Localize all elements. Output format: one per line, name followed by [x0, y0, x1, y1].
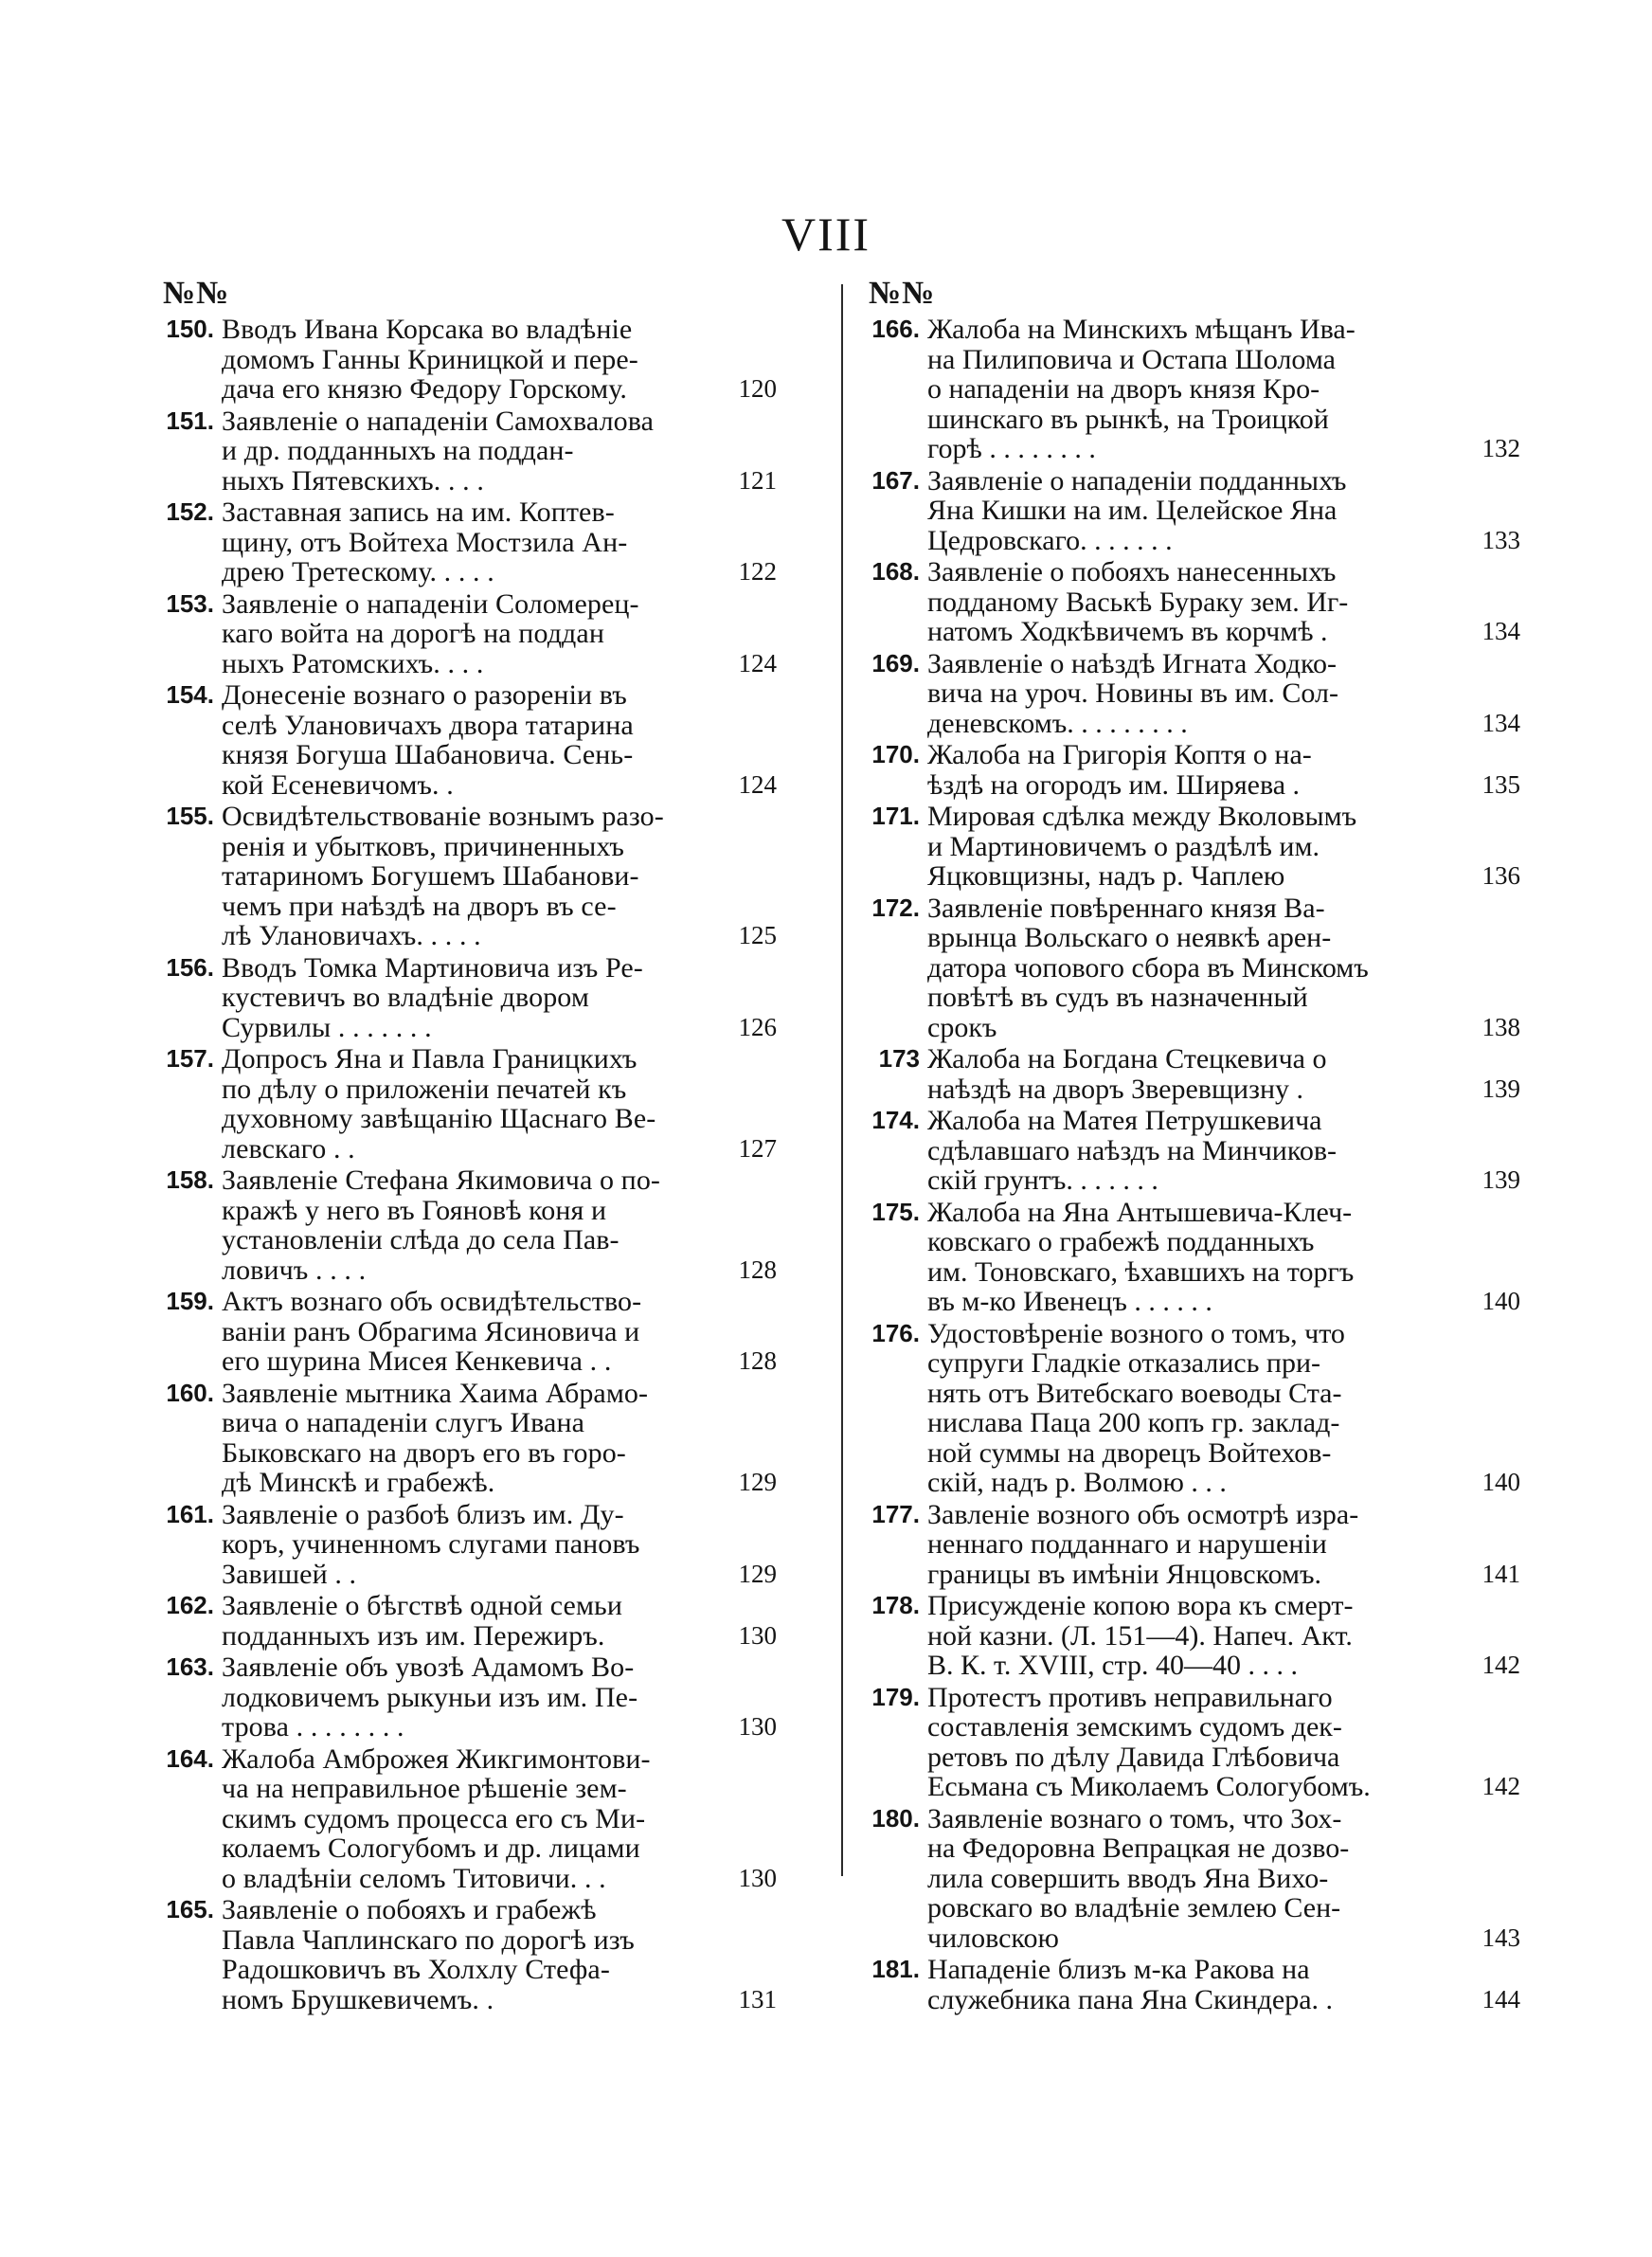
left-column-heading: №№	[163, 276, 230, 311]
toc-entry	[152, 589, 777, 679]
entry-page: 142	[1481, 1651, 1520, 1679]
entry-number: 153.	[166, 588, 214, 618]
page-number: VIII	[781, 208, 871, 261]
toc-entry	[152, 680, 777, 800]
entry-description: Заявленіе о бѣгствѣ одной семьи подданныхъ изъ им. Пережиръ.	[222, 1590, 622, 1652]
entry-page: 125	[738, 921, 777, 949]
entry-page: 121	[738, 465, 777, 495]
entry-description: Заявленіе мытника Хаима Абрамо- вича о нападеніи слугъ Ивана Быковскаго на дворъ его въ горо- дѣ Минскѣ и грабежѣ.	[222, 1377, 649, 1498]
entry-description: Завленіе возного объ осмотрѣ изра- неннаго подданнаго и нарушеніи границы въ имѣніи Янцовскомъ.	[927, 1498, 1359, 1590]
entry-page: 142	[1481, 1772, 1520, 1800]
entry-page: 134	[1481, 708, 1520, 737]
toc-entry	[857, 1044, 1520, 1104]
entry-number: 167.	[871, 465, 920, 495]
entry-description: Заявленіе о побояхъ нанесенныхъ подданому Васькѣ Бураку зем. Иг- натомъ Ходкѣвичемъ въ корчмѣ .	[927, 556, 1349, 647]
entry-description: Протестъ противъ неправильнаго составленія земскимъ судомъ дек- ретовъ по дѣлу Давида Глѣбовича Есьмана съ Миколаемъ Сологубомъ.	[927, 1681, 1371, 1802]
entry-number: 178.	[871, 1591, 920, 1619]
entry-number: 161.	[166, 1499, 214, 1528]
entry-description: Заявленіе о побояхъ и грабежѣ Павла Чаплинскаго по дорогѣ изъ Радошковичъ въ Холхлу Стефа- номъ Брушкевичемъ. .	[222, 1894, 635, 2015]
entry-description: Заявленіе повѣреннаго князя Ва- врынца Вольскаго о неявкѣ арен- датора чопового сбора въ Минскомъ повѣтѣ въ судъ въ назначенный срокъ	[927, 892, 1369, 1043]
entry-description: Жалоба на Григорія Коптя о на- ѣздѣ на огородъ им. Ширяева .	[927, 739, 1312, 801]
entry-page: 138	[1481, 1012, 1520, 1041]
entry-number: 176.	[871, 1318, 920, 1347]
entry-page: 140	[1481, 1468, 1520, 1496]
right-column	[857, 273, 1520, 2016]
entry-description: Мировая сдѣлка между Вколовымъ и Мартиновичемъ о раздѣлѣ им. Яцковщизны, надъ р. Чаплею	[927, 801, 1357, 892]
entry-number: 173	[878, 1044, 920, 1073]
entry-page: 127	[738, 1133, 777, 1163]
entry-number: 162.	[166, 1591, 214, 1619]
entry-description: Заявленіе о нападеніи Самохвалова и др. подданныхъ на поддан- ныхъ Пятевскихъ. . . .	[222, 405, 655, 497]
entry-number: 179.	[871, 1682, 920, 1711]
toc-entry	[152, 1379, 777, 1498]
entry-number: 175.	[871, 1197, 920, 1226]
entry-page: 129	[738, 1468, 777, 1496]
entry-description: Жалоба на Яна Антышевича-Клеч- ковскаго о грабежѣ подданныхъ им. Тоновскаго, ѣхавшихъ на торгъ въ м-ко Ивенецъ . . . . . .	[927, 1196, 1355, 1317]
entry-number: 181.	[871, 1955, 920, 1983]
entry-description: Донесеніе вознаго о разореніи въ селѣ Улановичахъ двора татарина князя Богуша Шабановича. Сень- кой Есеневичомъ. .	[222, 679, 634, 801]
entry-number: 165.	[166, 1895, 214, 1923]
toc-entry	[857, 802, 1520, 892]
toc-entry	[857, 1106, 1520, 1196]
column-divider	[841, 284, 843, 1876]
entry-description: Жалоба на Минскихъ мѣщанъ Ива- на Пилиповича и Остапа Шолома о нападеніи на дворъ князя Кро- шинскаго въ рынкѣ, на Троицкой горѣ . . . . . . . .	[927, 314, 1356, 464]
entry-number: 156.	[166, 952, 214, 982]
entry-page: 122	[738, 557, 777, 586]
entry-number: 157.	[166, 1044, 214, 1073]
entry-page: 143	[1481, 1923, 1520, 1952]
entry-description: Удостовѣреніе возного о томъ, что супруги Гладкіе отказались при- нять отъ Витебскаго воеводы Ста- нислава Паца 200 копъ гр. заклад- ной суммы на дворецъ Войтехов- скій, надъ р. Волмою . . .	[927, 1317, 1345, 1498]
entry-page: 141	[1481, 1559, 1520, 1588]
entry-page: 140	[1481, 1287, 1520, 1315]
toc-entry	[152, 1652, 777, 1742]
entry-page: 120	[738, 374, 777, 403]
toc-entry	[857, 557, 1520, 647]
entry-page: 126	[738, 1012, 777, 1041]
entry-page: 128	[738, 1255, 777, 1284]
entry-number: 154.	[166, 680, 214, 709]
entry-description: Заявленіе объ увозѣ Адамомъ Во- лодковичемъ рыкуньи изъ им. Пе- трова . . . . . . . .	[222, 1652, 638, 1742]
entry-page: 133	[1481, 525, 1520, 554]
entry-description: Вводъ Ивана Корсака во владѣніе домомъ Ганны Криницкой и пере- дача его князю Федору Горскому.	[222, 314, 638, 405]
entry-page: 124	[738, 769, 777, 799]
toc-entry	[857, 1319, 1520, 1498]
entry-page: 129	[738, 1559, 777, 1588]
entry-description: Заявленіе о разбоѣ близъ им. Ду- коръ, учиненномъ слугами пановъ Завишей . .	[222, 1498, 640, 1590]
toc-entry	[857, 1804, 1520, 1954]
entry-description: Нападеніе близъ м-ка Ракова на служебника пана Яна Скиндера. .	[927, 1954, 1334, 2015]
entry-description: Заявленіе вознаго о томъ, что Зох- на Федоровна Вепрацкая не дозво- лила совершить вводъ Яна Вихо- ровскаго во владѣніе землею Сен- чиловскою	[927, 1802, 1350, 1954]
entry-number: 155.	[166, 802, 214, 830]
entry-description: Заявленіе о наѣздѣ Игната Ходко- вича на уроч. Новины въ им. Сол- деневскомъ. . . . . . . . .	[927, 647, 1338, 739]
entry-description: Заявленіе о нападеніи подданныхъ Яна Кишки на им. Целейское Яна Цедровскаго. . . . . . .	[927, 464, 1347, 556]
entry-number: 160.	[166, 1378, 214, 1407]
entry-page: 134	[1481, 617, 1520, 645]
entry-number: 163.	[166, 1652, 214, 1681]
entry-description: Заявленіе о нападеніи Соломерец- каго войта на дорогѣ на поддан ныхъ Ратомскихъ. . . .	[222, 587, 639, 679]
entry-number: 177.	[871, 1499, 920, 1528]
entry-number: 150.	[166, 315, 214, 343]
toc-entry	[152, 1744, 777, 1894]
entry-page: 131	[738, 1984, 777, 2013]
entry-page: 135	[1481, 769, 1520, 799]
entry-description: Присужденіе копою вора къ смерт- ной казни. (Л. 151—4). Напеч. Акт. В. К. т. XVIII, стр. 40—40 . . . .	[927, 1590, 1354, 1681]
entry-description: Жалоба Амброжея Жикгимонтови- ча на неправильное рѣшеніе зем- скимъ судомъ процесса его съ Ми- колаемъ Сологубомъ и др. лицами о владѣніи селомъ Титовичи. . .	[222, 1742, 651, 1894]
entry-description: Вводъ Томка Мартиновича изъ Ре- кустевичъ во владѣніе двором Сурвилы . . . . . . .	[222, 951, 643, 1043]
entry-page: 136	[1481, 861, 1520, 890]
entry-page: 128	[738, 1346, 777, 1375]
toc-entry	[152, 406, 777, 497]
toc-entry	[857, 1955, 1520, 2014]
entry-number: 174.	[871, 1106, 920, 1134]
entry-description: Допросъ Яна и Павла Границкихъ по дѣлу о приложеніи печатей къ духовному завѣщанію Щаснаго Ве- левскаго . .	[222, 1043, 656, 1165]
entry-description: Освидѣтельствованіе вознымъ разо- ренія и убытковъ, причиненныхъ татариномъ Богушемъ Шабанови- чемъ при наѣздѣ на дворъ въ се- лѣ Улановичахъ. . . . .	[222, 801, 664, 951]
toc-entry	[857, 1591, 1520, 1681]
entry-number: 151.	[166, 406, 214, 435]
entry-number: 180.	[871, 1803, 920, 1833]
entry-page: 130	[738, 1712, 777, 1741]
toc-entry	[152, 802, 777, 951]
entry-page: 139	[1481, 1074, 1520, 1103]
entry-number: 152.	[166, 497, 214, 526]
toc-entry	[152, 1044, 777, 1164]
entry-number: 169.	[871, 648, 920, 677]
entry-number: 172.	[871, 893, 920, 922]
toc-entry	[152, 1287, 777, 1377]
toc-entry	[152, 1165, 777, 1285]
toc-entry	[857, 315, 1520, 464]
right-column-heading: №№	[869, 276, 936, 311]
entry-description: Заявленіе Стефана Якимовича о по- кражѣ у него въ Гояновѣ коня и установленіи слѣда до села Пав- ловичъ . . . .	[222, 1165, 661, 1286]
entry-page: 130	[738, 1620, 777, 1650]
entry-description: Актъ вознаго объ освидѣтельство- ваніи ранъ Обрагима Ясиновича и его шурина Мисея Кенкевича . .	[222, 1286, 642, 1377]
toc-entry	[152, 1895, 777, 2014]
entry-number: 159.	[166, 1287, 214, 1315]
toc-entry	[857, 1198, 1520, 1317]
toc-entry	[857, 649, 1520, 739]
toc-entry	[152, 315, 777, 405]
entry-page: 144	[1481, 1984, 1520, 2013]
entry-number: 164.	[166, 1743, 214, 1773]
entry-description: Жалоба на Богдана Стецкевича о наѣздѣ на дворъ Зверевщизну .	[927, 1043, 1327, 1105]
entry-page: 132	[1481, 434, 1520, 462]
toc-entry	[857, 740, 1520, 800]
entry-number: 168.	[871, 557, 920, 586]
toc-entry	[152, 497, 777, 587]
toc-entry	[857, 466, 1520, 556]
toc-entry	[857, 1500, 1520, 1590]
entry-description: Заставная запись на им. Коптев- щину, отъ Войтеха Мостзила Ан- дрею Третескому. . . . .	[222, 497, 628, 587]
toc-entry	[152, 1500, 777, 1590]
toc-entry	[857, 1683, 1520, 1802]
entry-number: 158.	[166, 1165, 214, 1194]
toc-entry	[152, 953, 777, 1043]
entry-page: 139	[1481, 1165, 1520, 1194]
entry-number: 171.	[871, 802, 920, 830]
toc-entry	[857, 894, 1520, 1043]
entry-description: Жалоба на Матея Петрушкевича сдѣлавшаго наѣздъ на Минчиков- скій грунтъ. . . . . . .	[927, 1105, 1338, 1196]
entry-number: 166.	[871, 315, 920, 343]
left-column	[152, 273, 777, 2016]
entry-page: 124	[738, 648, 777, 677]
entry-page: 130	[738, 1863, 777, 1892]
toc-entry	[152, 1591, 777, 1651]
entry-number: 170.	[871, 740, 920, 768]
